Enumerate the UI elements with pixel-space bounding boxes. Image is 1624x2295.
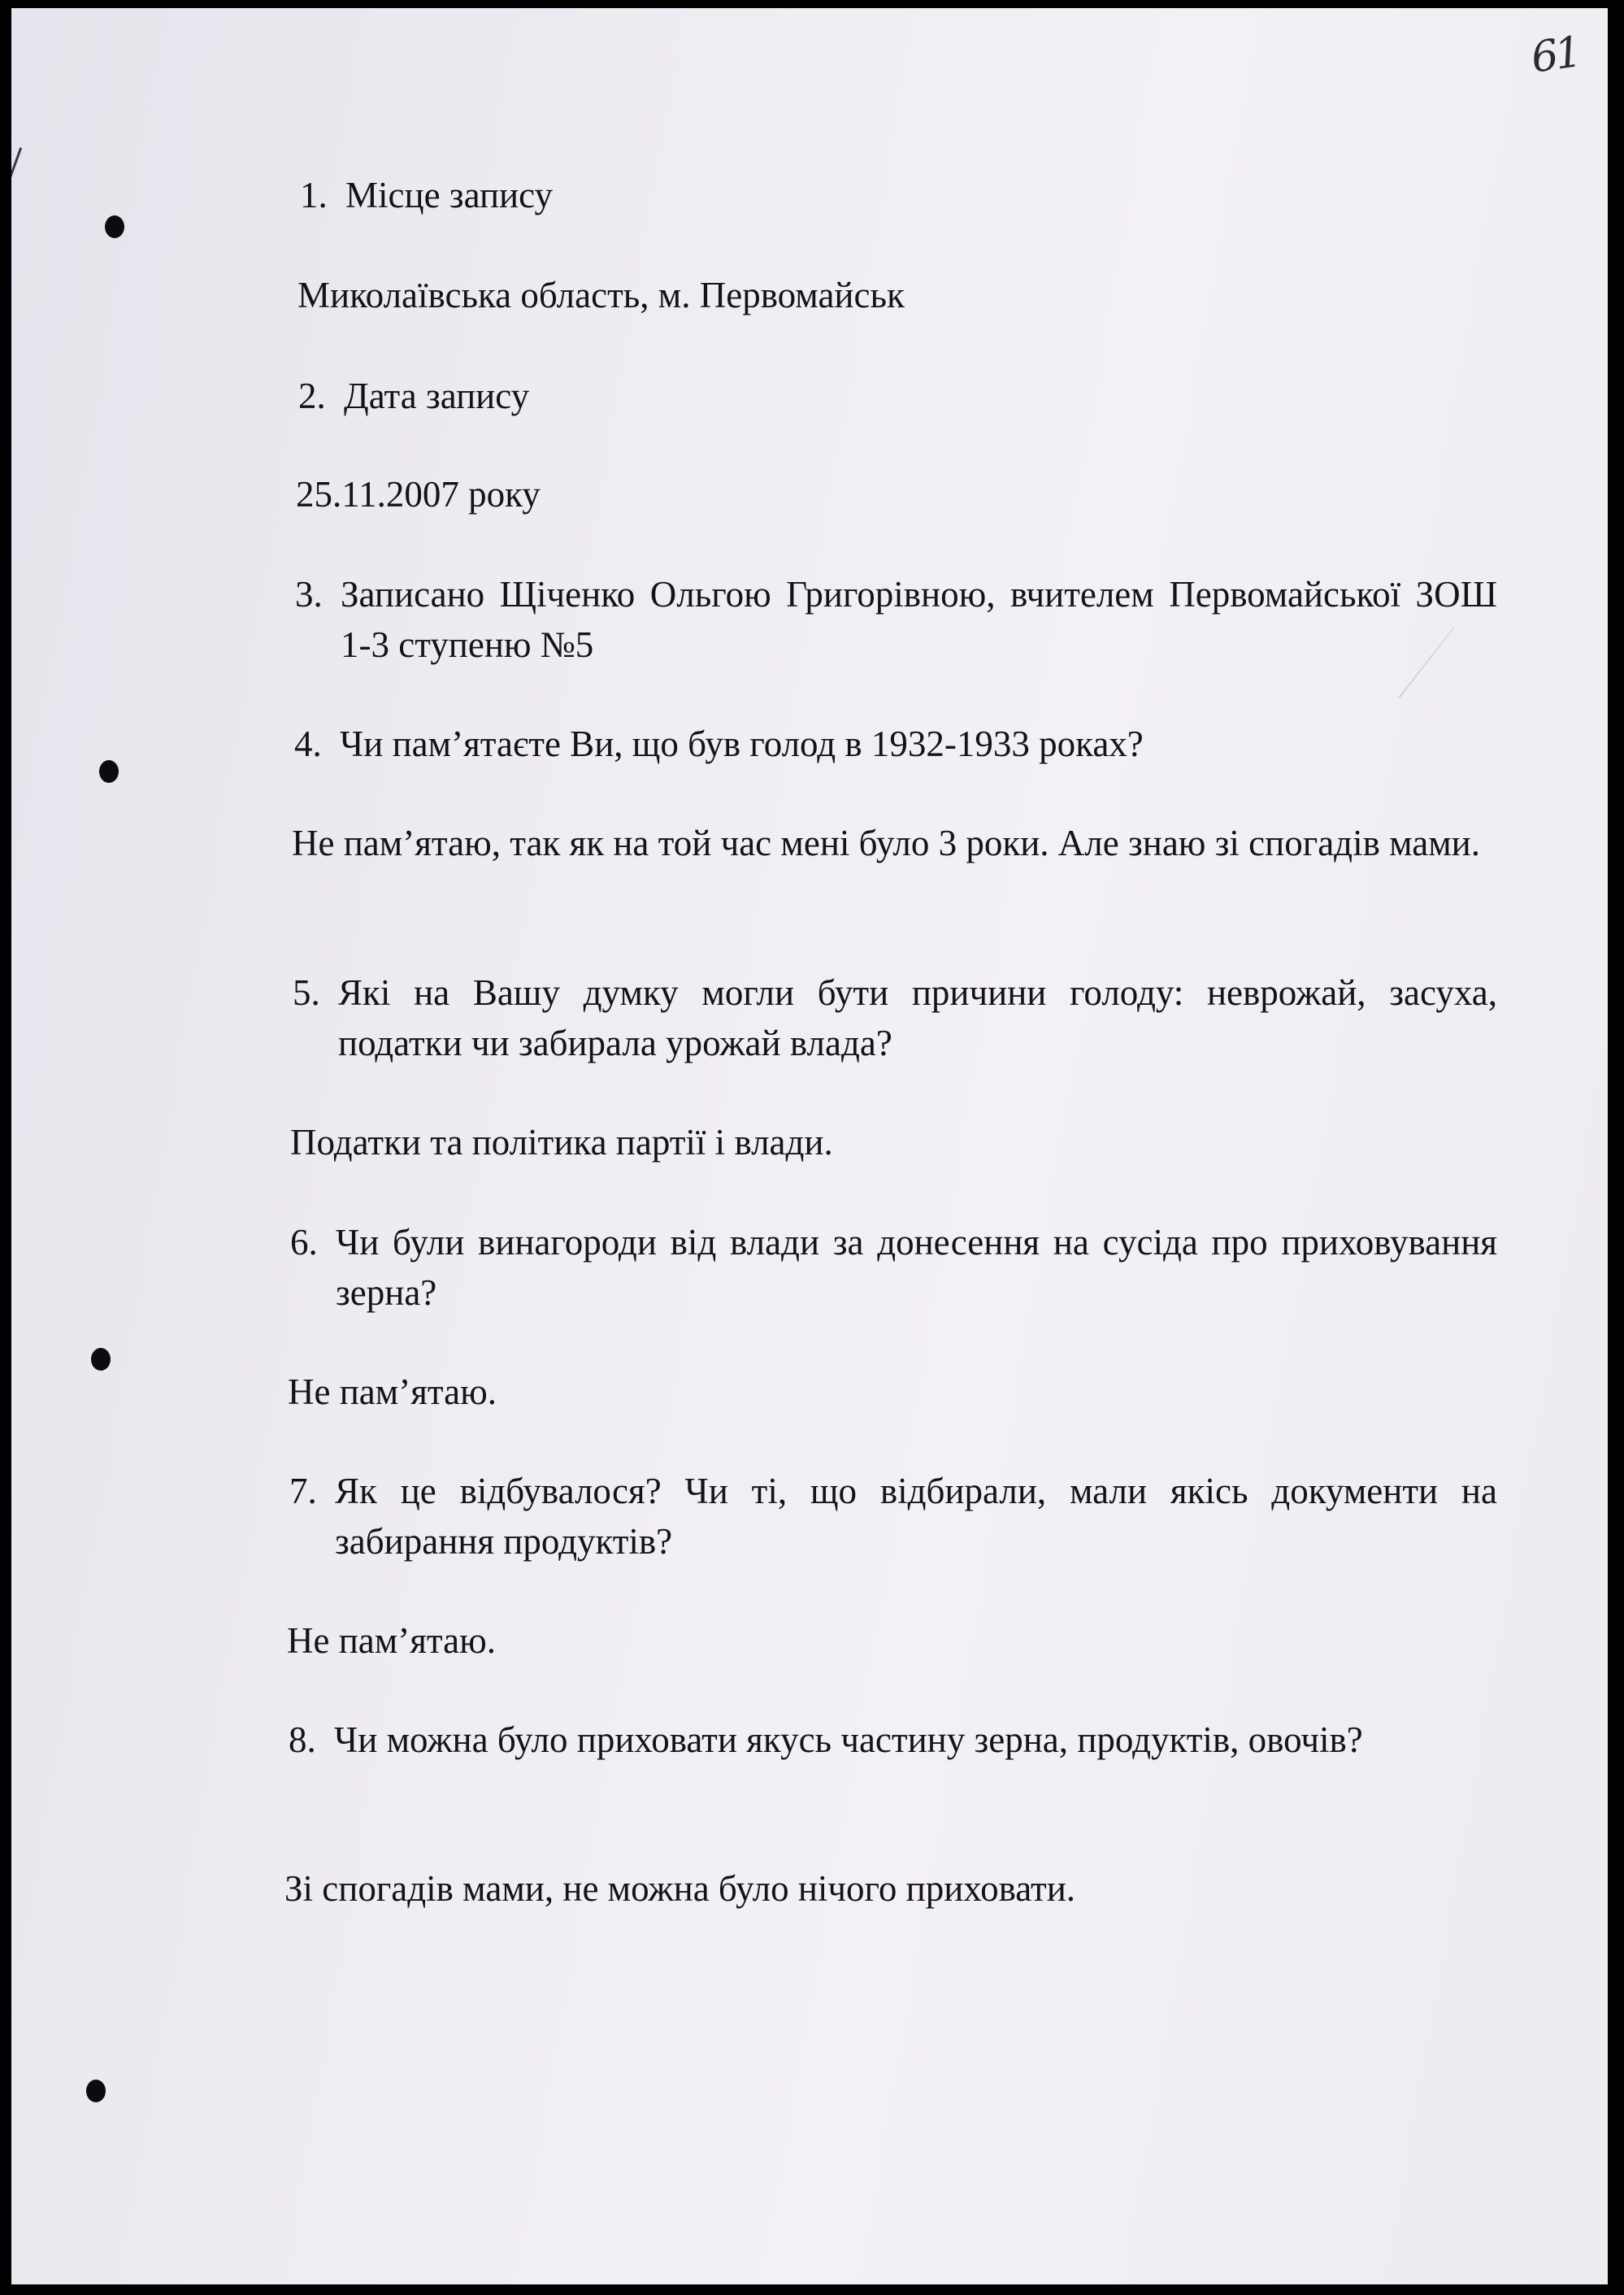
- answer-6: Не пам’ятаю.: [288, 1371, 497, 1412]
- question-4: [294, 719, 1497, 769]
- question-number: 4.: [294, 724, 322, 764]
- document-body: [11, 8, 1608, 2284]
- answer-1: Миколаївська область, м. Первомайськ: [297, 275, 905, 315]
- answer-8: Зі спогадів мами, не можна було нічого приховати.: [284, 1868, 1076, 1909]
- answer-5: Податки та політика партії і влади.: [290, 1122, 833, 1163]
- question-8: [289, 1715, 1497, 1765]
- question-text: Які на Вашу думку могли бути причини голоду: неврожай, засуха, податки чи забирала урожай влада?: [338, 972, 1497, 1063]
- question-text: Записано Щіченко Ольгою Григорівною, вчителем Первомайської ЗОШ 1-3 ступеню №5: [341, 574, 1497, 665]
- question-number: 6.: [290, 1222, 318, 1263]
- question-number: 3.: [295, 574, 323, 615]
- question-text: Чи пам’ятаєте Ви, що був голод в 1932-1933 роках?: [340, 724, 1144, 764]
- question-7: [289, 1466, 1497, 1567]
- question-1: [300, 170, 1497, 220]
- question-6: [290, 1217, 1497, 1318]
- question-text: Чи були винагороди від влади за донесення на сусіда про приховування зерна?: [336, 1222, 1497, 1313]
- question-number: 1.: [300, 175, 328, 215]
- page-number: 61: [1528, 28, 1583, 83]
- question-text: Місце запису: [345, 175, 553, 215]
- question-number: 5.: [293, 972, 320, 1013]
- question-text: Чи можна було приховати якусь частину зерна, продуктів, овочів?: [334, 1719, 1363, 1760]
- question-5: [293, 967, 1497, 1068]
- question-3: [295, 569, 1497, 670]
- question-text: Дата запису: [344, 376, 530, 416]
- question-number: 8.: [289, 1719, 316, 1760]
- document-page: [11, 8, 1608, 2284]
- answer-7: Не пам’ятаю.: [287, 1620, 496, 1661]
- question-text: Як це відбувалося? Чи ті, що відбирали, мали якісь документи на забирання продуктів?: [335, 1471, 1497, 1562]
- question-number: 7.: [289, 1471, 317, 1511]
- answer-2: 25.11.2007 року: [296, 474, 541, 515]
- answer-4: Не пам’ятаю, так як на той час мені було 3 роки. Але знаю зі спогадів мами.: [292, 823, 1481, 863]
- question-number: 2.: [298, 376, 326, 416]
- question-2: [298, 371, 1497, 421]
